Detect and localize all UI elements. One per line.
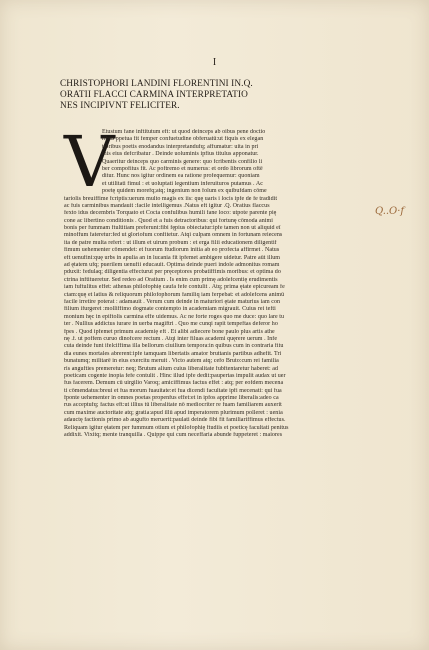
body-line: ditur. Hunc nos igitur ordinem ea ratione profequemur: quoniam [102, 173, 260, 180]
body-line: tioribus poetis enodandus interpretandufq; affumatur: uita in pri [102, 143, 259, 150]
heading-line: NES INCIPIVNT FELICITER. [60, 101, 180, 111]
marginal-annotation: Q..O·f [375, 206, 405, 217]
body-line: mis eius defcribatur . Deinde uoluminis ipfius titulus apponatur. [102, 151, 259, 158]
body-line: facile irretire poterat : adamauit . Verum cum deinde in maturiori ętate maturius iam con [64, 298, 281, 305]
body-line: minoffum fateretur:fed ut gloriofum confitetur. Atqi culpam omnem in fortunam reiecens [64, 232, 283, 239]
body-line: Etustum fane inftitutum eft: ut quod deinceps ab oibus pene doctio [102, 129, 266, 135]
body-line: iam fuftulitus effet: athenas philofophię caufa fefe contulit . Atq; prima ętate epicuream fe [64, 284, 285, 291]
body-line: monium hęc in epiftolis carmina effe uidemus. Ac ne forte roges quo me duce: quo lare tu [64, 313, 285, 320]
body-line: tariolis breuiffime fcriptis:uerum multo magis ex iis: quę uaris i locis ipfe de fe tradidit [64, 195, 278, 202]
body-line: ti cōmendatus:breui et fua morum fuauitate:et fua dicendi facultate ipfi mecenati: qui fua [64, 387, 282, 394]
body-line: fexto idus decembris Torquato et Cocta confulibus humili fane loco: utpote parente pię [64, 210, 277, 217]
body-line: cum maxime auctoritate atq; gratia:apud illū apud imperatorem plurimum polleret : uenia [64, 409, 283, 416]
heading-line: ORATII FLACCI CARMINA INTERPRETATIO [60, 90, 248, 100]
body-line: addixit. Vixitq; mente tranquilla . Quippe qui cum neceffaria abunde fuppeteret : maiores [64, 432, 283, 439]
body-line: nę .f. ut poffem curuo dinofcere rectum . Atqi inter filuas academi quęrere uerum . Infe [64, 335, 278, 342]
body-line: adauctę factionis primo ab augufto meruerit:paulati deinde fibi fit familiariffimus effectus. [64, 417, 286, 424]
body-line: Reliquam igitur ętatem per fummum otium et philofophię ftudiis et poeticę facultati penitus [64, 424, 289, 431]
body-line: ctam:quę et latius & reliquorum philofophorum familiq iam ferpebat: et adolefcens animū [64, 291, 285, 298]
body-line: rus acceptufq; factus eft:ut illius tū liberalitate nō mediocriter re fuam familiarem auxerit [64, 402, 282, 409]
body-line: fponte uehementer in omnes poetas propenfus effet:et in ipfos apprime liberalis:adeo ca [64, 395, 279, 402]
body-line: ac fuis carminibus mandauit :facile intelligemus .Natus eft igitur .Q. Oratius flaccus [64, 202, 270, 209]
body-line: ita de patre multa refert : ut illum et uirum probum : et erga filii educationem diligentif [64, 239, 277, 246]
body-line: ad ętatem ufq; puerilem uenufii educauit. Optima deinde pueri indole admonitus romam [64, 262, 280, 269]
body-line: poetę quidem morefq;atq; ingenium non folum ex quibufdam cōme [102, 188, 267, 195]
heading-line: CHRISTOPHORI LANDINI FLORENTINI IN.Q. [60, 79, 253, 89]
decorated-initial: V [64, 121, 115, 203]
body-line: ctrina inftitueretur. Sed redeo ad Oratium . Is enim cum primę adolefcentię erudimentis [64, 276, 278, 283]
body-line: ber compofitus fit. Ac poftremo et numerus: et ordo librorum oftē [102, 165, 263, 172]
body-line: eft uenufini:quę urbs in apulia an in lucania fit ipfemet ambigere uidetur. Patre aūt illum [64, 254, 280, 261]
body-line: bonis per fummam ftultitiam preferunt:fibi fępius obiectatur:ipfe tamen non ut aliquid eī [64, 225, 281, 232]
body-line: bunatumq; militarē in eius exercitu meruit . Victo autem atq; cefo Bruto:cum rei familia [64, 358, 279, 365]
body-line: et utilitati fimul : et uoluptati legentium inferuituros putamus . Ac [102, 180, 263, 187]
body-line: dia eunes mortales abrerent:ipfe tamquam libertatis amator bruttanis partibus adhefit. Tri [64, 350, 282, 357]
body-line: filium ifurgeret :molliffimo dogmate contempto in academiam migrauit. Cuius rei tefti [64, 306, 276, 313]
body-line: cone ac libertino conditionis . Quod et a fuis detractoribus: qui fortunę cōmoda animi [64, 217, 273, 224]
body-line: poeticam cogente inopia fefe contulit . Hinc illud ipfe dedit:paupertas impulit audax ut uer [64, 372, 286, 379]
body-line: ris angufties premeretur: neq; Brutum alium cuius liberalitate fubftentaretur haberet: ad [64, 365, 279, 372]
body-line: ter . Nullius addictus iurare in uerba magiftri . Quo me cunqi rapit tempeftas deferor ho [64, 321, 278, 328]
body-line: Quaeritur deinceps quo carminis genere: quo fcribentis confilio li [102, 158, 263, 165]
body-line: fimum uehementer cōmendet: et fuorum ftudiorum initia ab eo profecta affirmet . Natus [64, 247, 280, 254]
body-line: fpes . Quod ipfemet primum academię eft . Et alibi adiecere bone paulo plus artis athe [64, 328, 275, 335]
body-line: ribus ppetua fit femper confuetudine obferuatū:ut fiquis ex elegan [102, 136, 264, 143]
body-line: cuta deinde funt ifelciffima illa bellorum ciuilium tempora:in quibus cum in contraria fitu [64, 343, 284, 350]
folio-number: I [212, 57, 217, 68]
body-line: pduxit: fedulaq; diligentia effecturut per pręceptores probatiffimis moribus: et optima do [64, 269, 281, 276]
page-heading [60, 79, 380, 112]
body-text [64, 121, 364, 559]
body-line: fus facerem. Demum cū uirgilio Varoq; amiciffimus factus effet : atq; per eofdem mecena [64, 380, 284, 387]
